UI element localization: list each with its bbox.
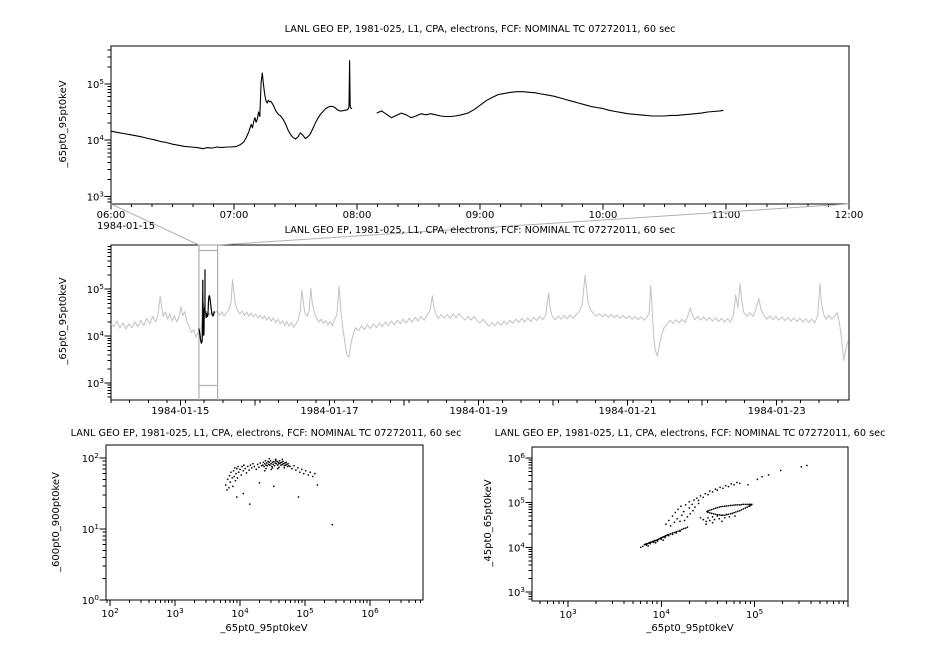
panel4-x-axis-label: _65pt0_95pt0keV	[646, 623, 734, 634]
scatter-45-65-vs-65-95-panel	[508, 447, 848, 621]
time-tick-label: 1984-01-19	[449, 406, 508, 417]
time-tick-label: 11:00	[711, 210, 741, 221]
log-tick-label: $10^3$	[507, 585, 525, 600]
context-overview-plot-area[interactable]	[111, 245, 849, 400]
timeseries-zoom-panel	[87, 46, 864, 221]
log-tick-label: $10^5$	[745, 607, 764, 621]
log-tick-label: $10^5$	[86, 282, 104, 297]
log-tick-label: $10^5$	[296, 606, 314, 620]
log-tick-label: $10^4$	[652, 607, 670, 621]
log-tick-label: $10^4$	[507, 540, 525, 555]
panel3-x-axis-label: _65pt0_95pt0keV	[220, 623, 308, 634]
panel4-title: LANL GEO EP, 1981-025, L1, CPA, electrons, FCF: NOMINAL TC 07272011, 60 sec	[494, 428, 886, 439]
log-tick-label: $10^4$	[86, 133, 104, 148]
log-tick-label: $10^0$	[81, 593, 99, 607]
panel1-title: LANL GEO EP, 1981-025, L1, CPA, electrons, FCF: NOMINAL TC 07272011, 60 sec	[284, 24, 676, 35]
panel2-title: LANL GEO EP, 1981-025, L1, CPA, electrons, FCF: NOMINAL TC 07272011, 60 sec	[284, 225, 676, 236]
log-tick-label: $10^3$	[86, 189, 104, 204]
log-tick-label: $10^3$	[559, 607, 577, 621]
time-tick-label: 08:00	[342, 210, 372, 221]
log-tick-label: $10^6$	[361, 606, 379, 620]
time-tick-label: 1984-01-23	[747, 406, 806, 417]
log-tick-label: $10^6$	[507, 450, 525, 465]
time-tick-label: 09:00	[465, 210, 495, 221]
scatter-600-900-vs-65-95-panel	[82, 445, 423, 620]
log-tick-label: $10^3$	[86, 376, 104, 391]
time-tick-label: 1984-01-21	[598, 406, 657, 417]
log-tick-label: $10^5$	[507, 495, 525, 510]
time-tick-label: 06:00	[96, 210, 126, 221]
log-tick-label: $10^1$	[81, 521, 99, 536]
log-tick-label: $10^5$	[86, 76, 104, 91]
log-tick-label: $10^3$	[166, 606, 184, 620]
scatter-45-65-vs-65-95-plot-area[interactable]	[532, 447, 848, 601]
timeseries-zoom-plot-area[interactable]	[111, 46, 849, 204]
log-tick-label: $10^4$	[231, 606, 249, 620]
scatter-600-900-vs-65-95-plot-area[interactable]	[106, 445, 423, 600]
panel2-y-axis-label: _65pt0_95pt0keV	[58, 277, 69, 365]
panel4-y-axis-label: _45pt0_65pt0keV	[483, 479, 494, 567]
log-tick-label: $10^2$	[101, 606, 119, 620]
log-tick-label: $10^2$	[81, 450, 99, 465]
time-tick-label: 10:00	[588, 210, 618, 221]
time-tick-label: 12:00	[834, 210, 864, 221]
panel3-y-axis-label: _600pt0_900pt0keV	[51, 472, 62, 572]
panel1-start-date-label: 1984-01-15	[97, 221, 156, 232]
time-tick-label: 1984-01-15	[151, 406, 210, 417]
log-tick-label: $10^4$	[86, 329, 104, 344]
time-tick-label: 1984-01-17	[300, 406, 359, 417]
panel1-y-axis-label: _65pt0_95pt0keV	[58, 80, 69, 168]
panel3-title: LANL GEO EP, 1981-025, L1, CPA, electrons, FCF: NOMINAL TC 07272011, 60 sec	[70, 428, 462, 439]
time-tick-label: 07:00	[219, 210, 249, 221]
